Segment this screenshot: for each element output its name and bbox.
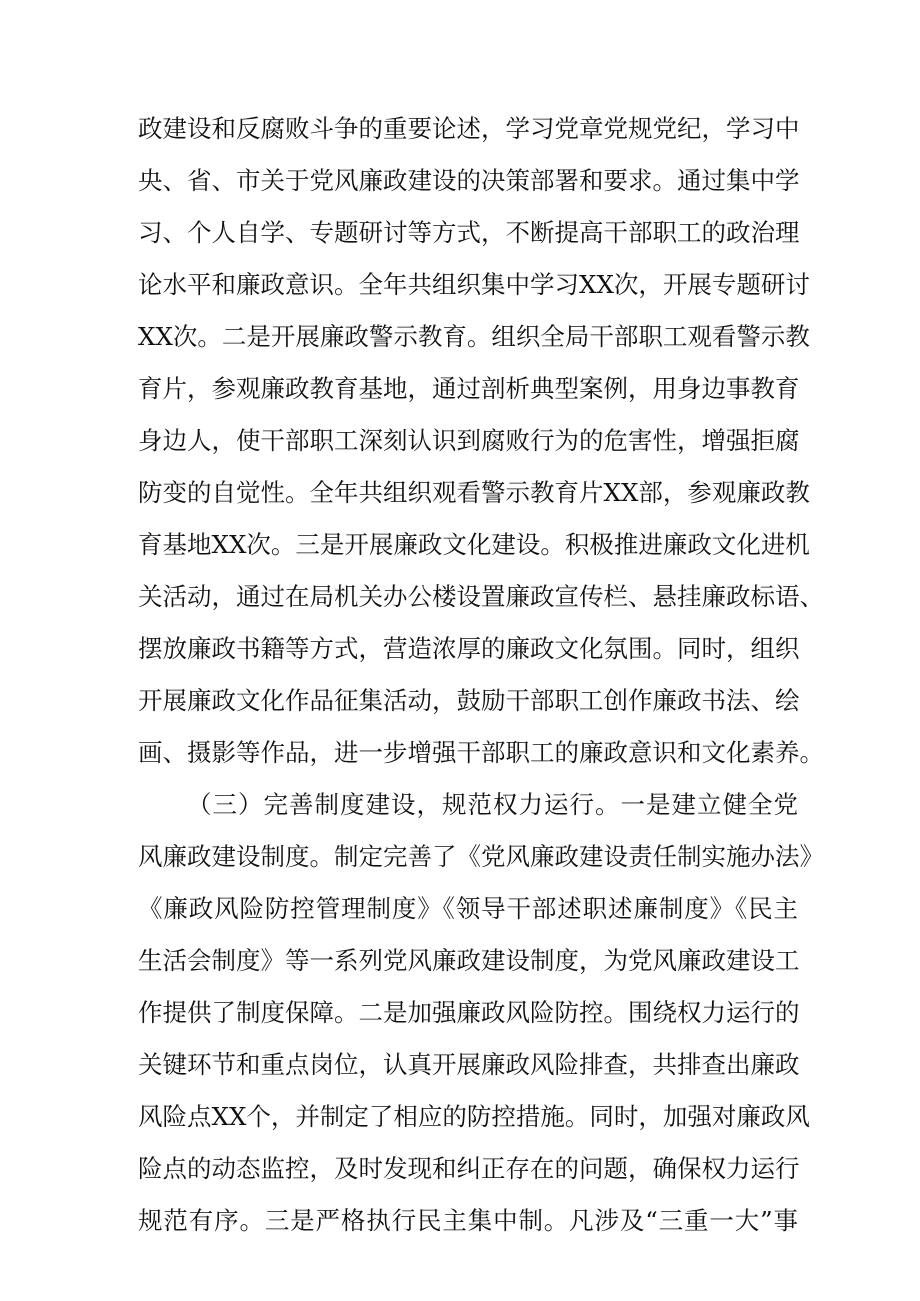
text-line: 身边人，使干部职工深刻认识到腐败行为的危害性，增强拒腐	[138, 426, 800, 455]
text-line: 育基地XX次。三是开展廉政文化建设。积极推进廉政文化进机	[138, 530, 810, 559]
section-heading-line: （三）完善制度建设，规范权力运行。一是建立健全党	[187, 790, 798, 819]
text-line: 央、省、市关于党风廉政建设的决策部署和要求。通过集中学	[138, 166, 800, 195]
text-line: 育片，参观廉政教育基地，通过剖析典型案例，用身边事教育	[138, 374, 800, 403]
text-line: 规范有序。三是严格执行民主集中制。凡涉及“三重一大”事	[138, 1206, 798, 1235]
text-line: 防变的自觉性。全年共组织观看警示教育片XX部，参观廉政教	[138, 478, 810, 507]
text-line: 关活动，通过在局机关办公楼设置廉政宣传栏、悬挂廉政标语、	[138, 582, 824, 611]
text-line: 摆放廉政书籍等方式，营造浓厚的廉政文化氛围。同时，组织	[138, 634, 800, 663]
text-line: 习、个人自学、专题研讨等方式，不断提高干部职工的政治理	[138, 218, 800, 247]
body-text	[138, 103, 824, 1247]
text-line: 险点的动态监控，及时发现和纠正存在的问题，确保权力运行	[138, 1154, 800, 1183]
text-line: 开展廉政文化作品征集活动，鼓励干部职工创作廉政书法、绘	[138, 686, 800, 715]
text-line: 风廉政建设制度。制定完善了《党风廉政建设责任制实施办法》	[138, 842, 824, 871]
text-line: 关键环节和重点岗位，认真开展廉政风险排查，共排查出廉政	[138, 1050, 800, 1079]
text-line: 《廉政风险防控管理制度》《领导干部述职述廉制度》《民主	[138, 894, 798, 923]
text-line: 风险点XX个，并制定了相应的防控措施。同时，加强对廉政风	[138, 1102, 810, 1131]
text-line: 论水平和廉政意识。全年共组织集中学习XX次，开展专题研讨	[138, 270, 810, 299]
text-line: 画、摄影等作品，进一步增强干部职工的廉政意识和文化素养。	[138, 738, 824, 767]
text-line: 生活会制度》等一系列党风廉政建设制度，为党风廉政建设工	[138, 946, 800, 975]
text-line: 作提供了制度保障。二是加强廉政风险防控。围绕权力运行的	[138, 998, 800, 1027]
text-line: 政建设和反腐败斗争的重要论述，学习党章党规党纪，学习中	[138, 114, 800, 143]
text-line: XX次。二是开展廉政警示教育。组织全局干部职工观看警示教	[138, 322, 810, 351]
